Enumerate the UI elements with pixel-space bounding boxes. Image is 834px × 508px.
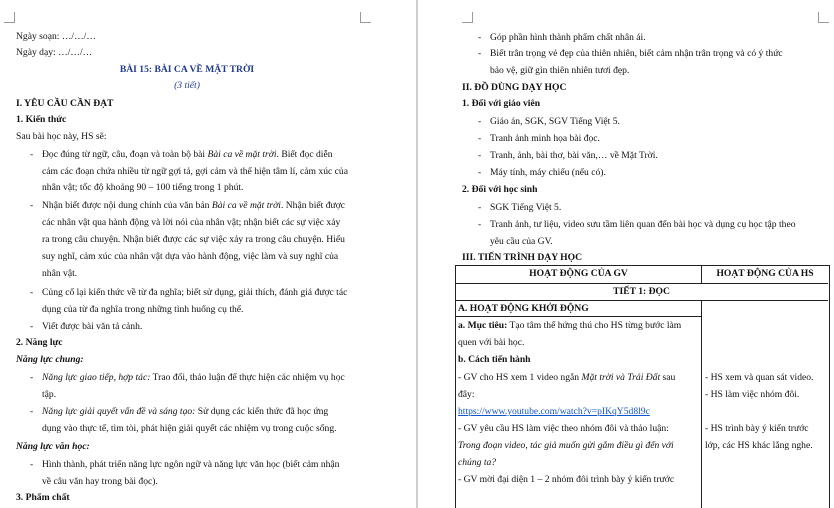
paragraph-line: Nhận biết được nội dung chính của văn bản Bài ca về mặt trời. Nhận biết được — [42, 200, 346, 211]
paragraph-line: Năng lực giải quyết vấn đề và sáng tạo: Sử dụng các kiến thức đã học ứng — [42, 406, 329, 417]
section-heading: II. ĐỒ DÙNG DẠY HỌC — [462, 82, 567, 93]
paragraph-line: nhân vật. — [42, 268, 78, 279]
student-activity-line: - HS xem và quan sát video. — [705, 372, 814, 383]
section-heading: I. YÊU CẦU CẦN ĐẠT — [16, 98, 114, 109]
paragraph-line: Củng cố lại kiến thức về từ đa nghĩa; biết sử dụng, giải thích, đánh giá được tác — [42, 287, 348, 298]
left-page — [0, 0, 416, 508]
lesson-title: BÀI 15: BÀI CA VỀ MẶT TRỜI — [119, 64, 255, 75]
table-period-row: TIẾT 1: ĐỌC — [613, 286, 670, 297]
list-item: Tranh, ảnh, bài thơ, bài văn,… về Mặt Trời. — [490, 150, 658, 161]
paragraph-line: dụng của từ đa nghĩa trong những tình huống cụ thể. — [42, 304, 244, 315]
bullet-dash: - — [478, 202, 482, 213]
paragraph-line: ra trong câu chuyện. Nhận biết được các sự việc xảy ra trong câu chuyện. Hiểu — [42, 234, 345, 245]
right-page — [418, 0, 834, 508]
table-cell-line: a. Mục tiêu: Tạo tâm thế hứng thú cho HS từng bước làm — [458, 320, 682, 331]
paragraph-line: Viết được bài văn tả cảnh. — [42, 321, 143, 332]
bullet-dash: - — [30, 287, 34, 298]
table-header-teacher: HOẠT ĐỘNG CỦA GV — [529, 268, 628, 279]
bullet-dash: - — [30, 200, 34, 211]
margin-corner-mark — [360, 12, 371, 23]
student-activity-line: - HS trình bày ý kiến trước — [705, 423, 809, 434]
bullet-dash: - — [478, 150, 482, 161]
margin-corner-mark — [818, 12, 829, 23]
paragraph-line: tập. — [42, 389, 57, 400]
paragraph-line: về câu văn hay trong bài đọc). — [42, 476, 158, 487]
table-cell-line: đây: — [458, 389, 475, 400]
lesson-duration: (3 tiết) — [174, 80, 200, 91]
intro-text: Sau bài học này, HS sẽ: — [16, 131, 107, 142]
bullet-dash: - — [478, 167, 482, 178]
bullet-dash: - — [478, 32, 482, 43]
date-taught: Ngày dạy: …/…/… — [16, 47, 93, 58]
bullet-dash: - — [30, 372, 34, 383]
paragraph-line: suy nghĩ, cảm xúc của nhân vật dựa vào hành động, việc làm và suy nghĩ của — [42, 251, 339, 262]
table-cell-line: quen với bài học. — [458, 337, 525, 348]
table-cell-line: Trong đoạn video, tác giả muốn gửi gắm điều gì đến với — [458, 440, 674, 451]
paragraph-line: bảo vệ, giữ gìn thiên nhiên tươi đẹp. — [490, 65, 630, 76]
list-item: Máy tính, máy chiếu (nếu có). — [490, 167, 606, 178]
bullet-dash: - — [30, 149, 34, 160]
bullet-dash: - — [478, 116, 482, 127]
activity-heading: A. HOẠT ĐỘNG KHỞI ĐỘNG — [458, 303, 589, 314]
table-header-student: HOẠT ĐỘNG CỦA HS — [716, 268, 814, 279]
table-cell-heading: b. Cách tiến hành — [458, 354, 531, 365]
table-column-divider — [701, 300, 702, 508]
paragraph-line: Năng lực giao tiếp, hợp tác: Trao đổi, thảo luận để thực hiện các nhiệm vụ học — [42, 372, 345, 383]
bullet-dash: - — [478, 219, 482, 230]
bullet-dash: - — [30, 321, 34, 332]
student-activity-line: - HS làm việc nhóm đôi. — [705, 389, 800, 400]
paragraph-line: Biết trân trọng vẻ đẹp của thiên nhiên, biết cảm nhận trân trọng và có ý thức — [490, 48, 783, 59]
list-item: Tranh ảnh, tư liệu, video sưu tầm liên quan đến bài học và dụng cụ học tập theo — [490, 219, 796, 230]
paragraph-line: dụng vào thực tế, tìm tòi, phát hiện giải quyết các nhiệm vụ trong cuộc sống. — [42, 423, 337, 434]
subheading-general-competence: Năng lực chung: — [16, 354, 84, 365]
paragraph-line: Hình thành, phát triển năng lực ngôn ngữ và năng lực văn học (biết cảm nhận — [42, 459, 340, 470]
table-row-divider — [455, 300, 828, 301]
table-cell-line: - GV yêu cầu HS làm việc theo nhóm đôi và thảo luận: — [458, 423, 669, 434]
paragraph-line: Đọc đúng từ ngữ, câu, đoạn và toàn bộ bài Bài ca về mặt trời. Biết đọc diễn — [42, 149, 333, 160]
paragraph-line: cảm các đoạn chứa nhiều từ ngữ gợi tả, gợi cảm và thể hiện tâm lí, cảm xúc của — [42, 166, 348, 177]
margin-corner-mark — [462, 12, 473, 23]
list-item: Tranh ảnh minh họa bài đọc. — [490, 133, 600, 144]
table-row-divider — [455, 283, 828, 284]
paragraph-line: các nhân vật qua hành động và lời nói của nhân vật; nhận biết các sự việc xảy — [42, 217, 341, 228]
margin-corner-mark — [4, 12, 15, 23]
bullet-dash: - — [30, 406, 34, 417]
bullet-dash: - — [30, 459, 34, 470]
subsection-heading: 3. Phẩm chất — [16, 492, 70, 503]
bullet-dash: - — [478, 133, 482, 144]
table-cell-line: chúng ta? — [458, 457, 497, 468]
list-item: yêu cầu của GV. — [490, 236, 553, 247]
date-prepared: Ngày soạn: …/…/… — [16, 31, 96, 42]
video-link[interactable]: https://www.youtube.com/watch?v=pIKqY5d8l9c — [458, 406, 650, 417]
section-heading: III. TIẾN TRÌNH DẠY HỌC — [462, 252, 583, 263]
paragraph-line: nhân vật; tốc độ khoảng 90 – 100 tiếng trong 1 phút. — [42, 182, 244, 193]
table-cell-line: - GV cho HS xem 1 video ngắn Mặt trời và Trái Đất sau — [458, 372, 676, 383]
subheading-literary-competence: Năng lực văn học: — [16, 441, 90, 452]
subsection-heading: 1. Đối với giáo viên — [462, 98, 541, 109]
bullet-dash: - — [478, 48, 482, 59]
paragraph-line: Góp phần hình thành phẩm chất nhân ái. — [490, 32, 646, 43]
table-cell-line: - GV mời đại diện 1 – 2 nhóm đôi trình bày ý kiến trước — [458, 474, 675, 485]
list-item: Giáo án, SGK, SGV Tiếng Việt 5. — [490, 116, 620, 127]
subsection-heading: 2. Đối với học sinh — [462, 184, 538, 195]
student-activity-line: lớp, các HS khác lắng nghe. — [705, 440, 813, 451]
subsection-heading: 1. Kiến thức — [16, 114, 67, 125]
subsection-heading: 2. Năng lực — [16, 337, 63, 348]
lesson-plan-table — [455, 265, 830, 508]
table-row-divider — [455, 316, 702, 317]
list-item: SGK Tiếng Việt 5. — [490, 202, 562, 213]
